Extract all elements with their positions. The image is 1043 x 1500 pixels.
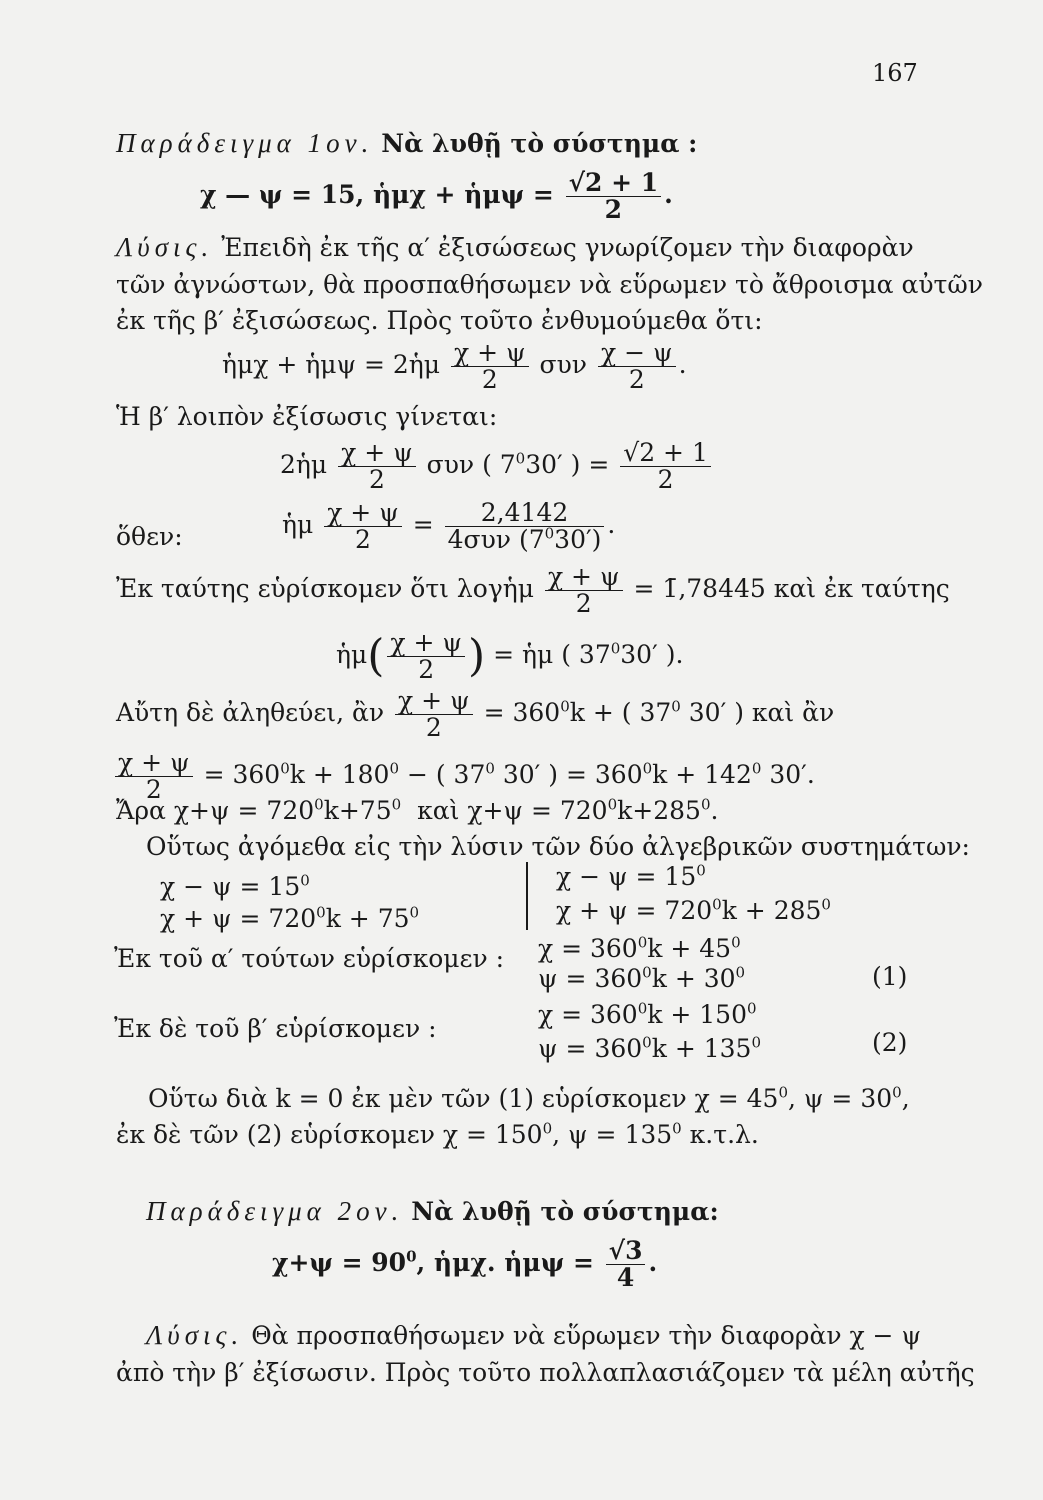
system-a-eq-2: $\chi + \psi = 720^0k + 75^0$ [160, 903, 420, 933]
system-b-eq-1: $\chi - \psi = 15^0$ [556, 861, 706, 891]
equation-2: ἡμ $\frac{\chi + \psi}{2}$ = $\frac{2,4142}{4\sigma\upsilon\nu (7^030')}$ . [282, 498, 616, 554]
system-separator [526, 862, 528, 930]
from-system-a: Ἐκ τοῦ α′ τούτων εὑρίσκομεν : [114, 944, 505, 973]
solution-1-line-3: ἐκ τῆς β′ ἐξισώσεως. Πρὸς τοῦτο ἐνθυμούμεθα ὅτι: [116, 306, 763, 335]
solution-1-label: Λύσις. [116, 232, 214, 262]
example-2-heading [146, 1196, 719, 1227]
result-2: $\psi = 360^0k + 30^0$ [538, 963, 746, 993]
systems-intro: Οὕτως ἀγόμεθα εἰς τὴν λύσιν τῶν δύο ἀλγεβρικῶν συστημάτων: [146, 832, 970, 861]
conclusion-line-1: Οὕτω διὰ k = 0 ἐκ μὲν τῶν (1) εὑρίσκομεν $\chi = 45^0$, $\psi = 30^0$, [148, 1083, 910, 1113]
example-2-instruction: Νὰ λυθῇ τὸ σύστημα: [411, 1197, 719, 1226]
equation-tag-1: (1) [872, 962, 908, 991]
equation-1: 2ἡμ $\frac{\chi + \psi}{2}$ συν ( $7^030'$ ) = $\frac{√2 + 1}{2}$ [280, 440, 714, 493]
ara-line: Ἄρα $\chi+\psi = 720^0k+75^0$ καὶ $\chi+\psi = 720^0k+285^0$. [116, 795, 719, 825]
system-a-eq-1: $\chi - \psi = 15^0$ [160, 871, 310, 901]
equation-intro: Ἡ β′ λοιπὸν ἐξίσωσις γίνεται: [116, 402, 498, 431]
sum-to-product-identity: ἡμχ + ἡμψ = 2ἡμ $\frac{\chi + \psi}{2}$ συν $\frac{\chi - \psi}{2}$ . [222, 338, 687, 394]
example-1-instruction: Νὰ λυθῇ τὸ σύστημα : [381, 129, 698, 158]
from-system-b: Ἐκ δὲ τοῦ β′ εὑρίσκομεν : [114, 1014, 437, 1043]
condition-2: $\frac{\chi + \psi}{2}$ = $360^0k + 180^0$ − ( $37^0$ 30′ ) = $360^0k + 142^0$ 30′. [112, 750, 815, 803]
example-2-label: Παράδειγμα 2ον. [146, 1196, 404, 1226]
equation-tag-2: (2) [872, 1028, 908, 1057]
log-line: Ἐκ ταύτης εὑρίσκομεν ὅτι λογἡμ $\frac{\chi + \psi}{2}$ = 1̄,78445 καὶ ἐκ ταύτης [116, 562, 950, 618]
example-1-system: χ — ψ = 15, ἡμχ + ἡμψ = $\frac{√2 + 1}{2}$ . [200, 168, 673, 224]
example-1-heading [116, 128, 697, 159]
hothen-label: ὅθεν: [116, 522, 183, 551]
equation-3: ἡμ( $\frac{\chi + \psi}{2}$ ) = ἡμ ( $37^030'$ ). [336, 628, 684, 684]
example-2-system: $\chi+\psi = 90^0$, ἡμχ. ἡμψ = $\frac{√3}{4}$ . [272, 1236, 658, 1292]
result-4: $\psi = 360^0k + 135^0$ [538, 1033, 761, 1063]
solution-1-line-1: Λύσις. Ἐπειδὴ ἐκ τῆς α′ ἐξισώσεως γνωρίζομεν τὴν διαφορὰν [116, 232, 914, 262]
solution-2-line-2: ἀπὸ τὴν β′ ἐξίσωσιν. Πρὸς τοῦτο πολλαπλασιάζομεν τὰ μέλη αὐτῆς [116, 1358, 975, 1387]
system-b-eq-2: $\chi + \psi = 720^0k + 285^0$ [556, 895, 831, 925]
fraction: $\frac{√2 + 1}{2}$ [566, 170, 662, 223]
page-number: 167 [872, 59, 918, 87]
solution-2-label: Λύσις. [146, 1320, 244, 1350]
solution-1-line-2: τῶν ἀγνώστων, θὰ προσπαθήσωμεν νὰ εὕρωμεν τὸ ἄθροισμα αὐτῶν [116, 270, 983, 299]
result-3: $\chi = 360^0k + 150^0$ [538, 999, 757, 1029]
result-1: $\chi = 360^0k + 45^0$ [538, 933, 741, 963]
example-1-label: Παράδειγμα 1ον. [116, 128, 374, 158]
solution-2-line-1: Λύσις. Θὰ προσπαθήσωμεν νὰ εὕρωμεν τὴν διαφορὰν χ − ψ [146, 1320, 922, 1350]
conclusion-line-2: ἐκ δὲ τῶν (2) εὑρίσκομεν $\chi = 150^0$, $\psi = 135^0$ κ.τ.λ. [116, 1119, 759, 1149]
condition-1: Αὔτη δὲ ἀληθεύει, ἂν $\frac{\chi + \psi}{2}$ = $360^0k$ + ( $37^0$ 30′ ) καὶ ἂν [116, 686, 835, 742]
